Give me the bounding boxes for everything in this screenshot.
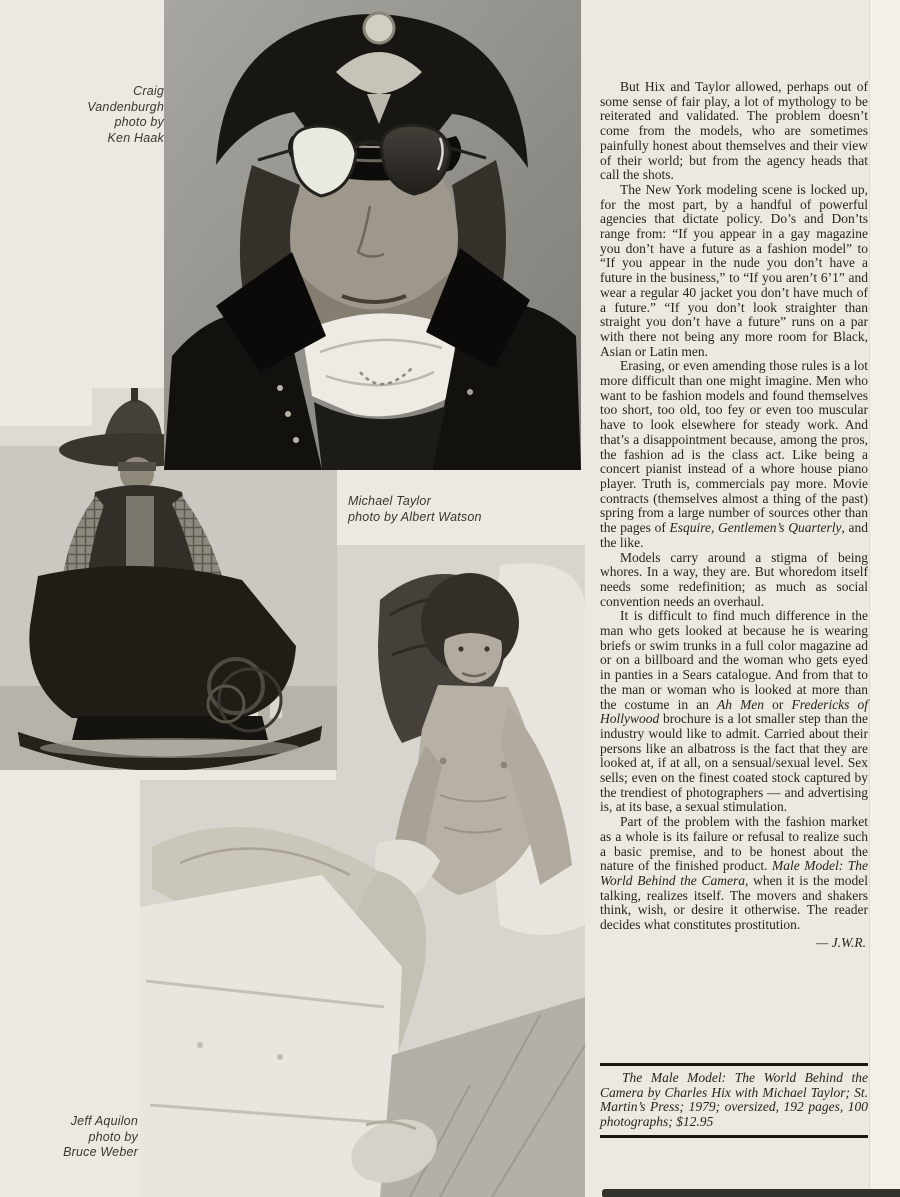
page-right-margin — [869, 0, 900, 1197]
caption-line: Bruce Weber — [63, 1145, 138, 1159]
caption-line: Vandenburgh — [87, 99, 164, 114]
caption-line: Craig — [133, 84, 164, 98]
article-paragraph-2: The New York modeling scene is locked up, for the most part, by a handful of powerful agencies that dictate policy. Do’s and Don’ts range from: “If you appear in a gay magazine you don’t have a future as a fashion model” to “If you appear in the nude you don’t have a future in the business,” to “If you aren’t 6’1” and wear a regular 40 jacket you don’t have much of a future.” “If you don’t look straighter than straight you don’t have a future” runs on a par with there not being any more room for Black, Asian or Latin men. — [600, 181, 868, 359]
leather-cap-portrait-illustration — [164, 0, 581, 470]
caption-line: photo by Albert Watson — [348, 509, 482, 524]
photo-craig-vandenburgh — [164, 0, 581, 470]
caption-line: Michael Taylor — [348, 494, 431, 508]
page-bottom-edge-shadow — [602, 1189, 900, 1197]
article-body — [600, 80, 868, 950]
article-paragraph-6: Part of the problem with the fashion market as a whole is its failure or refusal to realize such a basic premise, and to be honest about the nature of the finished product. Male Model: The World Behind the Camera, when it is the model talking, realizes itself. The movers and shakers think, wish, or desire it otherwise. The reader decides what constitutes prostitution. — [600, 814, 868, 933]
caption-line: Jeff Aquilon — [70, 1114, 138, 1128]
article-paragraph-4: Models carry around a stigma of being whores. In a way, they are. But whoredom itself needs some redefinition; as much as social convention needs an overhaul. — [600, 549, 868, 609]
caption-craig-vandenburgh — [70, 84, 164, 146]
caption-jeff-aquilon — [45, 1114, 138, 1161]
book-citation-text: The Male Model: The World Behind the Camera by Charles Hix with Michael Taylor; St. Martin’s Press; 1979; oversized, 192 pages, 100 photographs; $12.95 — [600, 1070, 868, 1129]
article-signature: — J.W.R. — [816, 934, 866, 950]
caption-line: photo by — [88, 1129, 138, 1144]
caption-michael-taylor — [348, 494, 558, 525]
article-paragraph-5: It is difficult to find much difference in the man who gets looked at because he is wearing briefs or swim trunks in a full color magazine ad or on a billboard and the woman who gets eyed in panties in a Sears catalogue. And from that to the man or woman who is looked at more than the costume in an Ah Men or Fredericks of Hollywood brochure is a lot smaller step than the industry would like to admit. Carried about their persons like an albatross is the fact that they are looked at, if at all, on a sensual/sexual level. Sex sells; even on the finest coated stock captured by the trendiest of photographers — and advertising is, at its base, a sexual stimulation. — [600, 608, 868, 815]
article-paragraph-3: Erasing, or even amending those rules is a lot more difficult than one might imagine. Men who want to be fashion models and found themselves too short, too old, too fey or even too muscular have to look elsewhere for steady work. And that’s a disappointment because, among the pros, the fashion ad is the class act. Like being a concert pianist instead of a whore house piano player. Truth is, commercials pay more. Movie contracts (themselves almost a thing of the past) spring from a large number of sources other than the pages of Esquire, Gentlemen’s Quarterly, and the like. — [600, 358, 868, 550]
caption-line: Ken Haak — [107, 130, 164, 145]
book-citation-box — [600, 1063, 868, 1138]
caption-line: photo by — [114, 115, 164, 129]
article-paragraph-1: But Hix and Taylor allowed, perhaps out of some sense of fair play, a lot of mythology to be reiterated and validated. The problem doesn’t come from the models, who are sometimes painfully honest about themselves and their view of their world; but from the agency heads that call the shots. — [600, 79, 868, 183]
